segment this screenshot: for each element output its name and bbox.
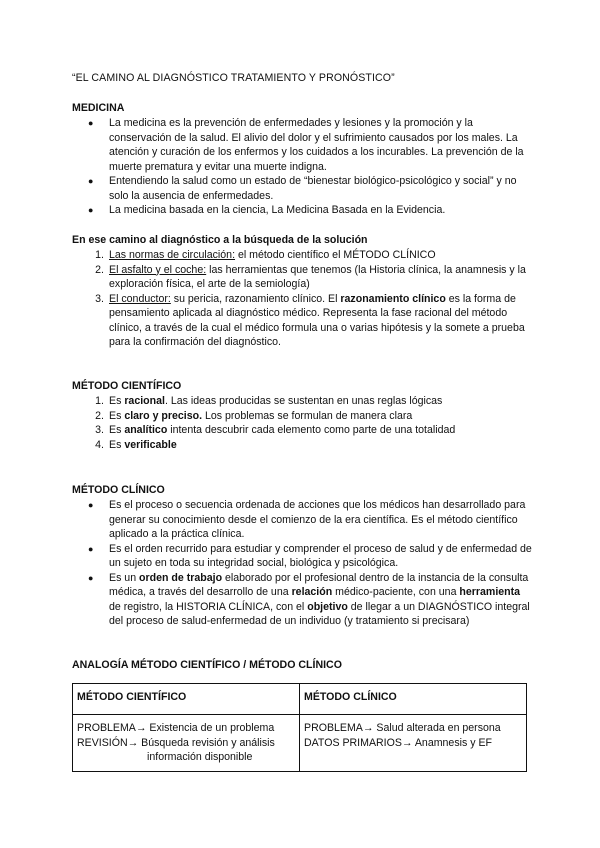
bullet-icon: ● — [88, 118, 94, 128]
list-item: ● La medicina basada en la ciencia, La Medicina Basada en la Evidencia. — [88, 204, 446, 216]
metodo-cientifico-heading: MÉTODO CIENTÍFICO — [72, 380, 182, 392]
metodo-clinico-heading: MÉTODO CLÍNICO — [72, 484, 165, 496]
bullet-icon: ● — [88, 572, 94, 583]
list-item: 1. Es racional. Las ideas producidas se sustentan en unas reglas lógicas — [95, 395, 443, 407]
table-header-cell: MÉTODO CIENTÍFICO — [73, 684, 300, 715]
table-cell: PROBLEMA→ Salud alterada en persona DATOS PRIMARIOS→ Anamnesis y EF — [300, 715, 527, 772]
table-header-row — [73, 684, 527, 715]
list-item: ● La medicina es la prevención de enfermedades y lesiones y la promoción y la conservación de la salud. El alivio del dolor y el sufrimiento causados por los males. La atención y curación de los enfermos y los cuidados a los incurables. La prevención de la muerte prematura y evitar una muerte indigna. — [88, 117, 524, 173]
list-item: ● Es el orden recurrido para estudiar y comprender el proceso de salud y de enfermedad de un sujeto en toda su integridad social, biológica y psicológica. — [88, 542, 532, 569]
table-cell: PROBLEMA→ Existencia de un problema REVISIÓN→ Búsqueda revisión y análisis información disponible — [73, 715, 300, 772]
list-item: 4. Es verificable — [95, 438, 177, 451]
bullet-icon: ● — [88, 205, 94, 215]
list-item: ● Es un orden de trabajo elaborado por el profesional dentro de la instancia de la consulta médica, a través del desarrollo de una relación médico-paciente, con una herramienta de registro, la HISTORIA CLÍNICA, con el objetivo de llegar a un DIAGNÓSTICO integral del proceso de salud-enfermedad de un individuo (y tratamiento si precisara) — [88, 571, 530, 627]
list-item: 3. Es analítico intenta descubrir cada elemento como parte de una totalidad — [95, 424, 456, 436]
list-item: 2. Es claro y preciso. Los problemas se formulan de manera clara — [95, 409, 413, 422]
list-item: ● Es el proceso o secuencia ordenada de acciones que los médicos han desarrollado para generar su conocimiento desde el comienzo de la era científica. Es el método científico aplicado a la práctica clínica. — [88, 499, 526, 540]
camino-heading: En ese camino al diagnóstico a la búsqueda de la solución — [72, 234, 368, 246]
document-title: “EL CAMINO AL DIAGNÓSTICO TRATAMIENTO Y PRONÓSTICO” — [72, 72, 395, 84]
list-item: 2. El asfalto y el coche: las herramientas que tenemos (la Historia clínica, la anamnesis y la exploración física, el arte de la semiología) — [95, 263, 526, 290]
bullet-icon: ● — [88, 500, 94, 510]
camino-list — [72, 248, 532, 350]
analogia-heading: ANALOGÍA MÉTODO CIENTÍFICO / MÉTODO CLÍNICO — [72, 659, 342, 671]
list-item: 3. El conductor: su pericia, razonamiento clínico. El razonamiento clínico es la forma de pensamiento aplicada al diagnóstico médico. Representa la fase racional del método clínico, a través de la cual el médico formula una o varias hipótesis y la somete a prueba para la confirmación del diagnóstico. — [95, 292, 525, 348]
metodo-cientifico-list — [72, 394, 532, 452]
bullet-icon: ● — [88, 543, 94, 554]
medicina-list — [72, 116, 532, 218]
list-item: 1. Las normas de circulación: el método científico el MÉTODO CLÍNICO — [95, 249, 436, 261]
table-header-cell: MÉTODO CLÍNICO — [300, 684, 527, 715]
bullet-icon: ● — [88, 176, 94, 186]
medicina-heading: MEDICINA — [72, 102, 125, 114]
metodo-clinico-list — [72, 498, 532, 629]
list-item: ● Entendiendo la salud como un estado de “bienestar biológico-psicológico y social” y no solo la ausencia de enfermedades. — [88, 175, 517, 202]
comparison-table — [72, 683, 527, 772]
table-row — [73, 715, 527, 772]
